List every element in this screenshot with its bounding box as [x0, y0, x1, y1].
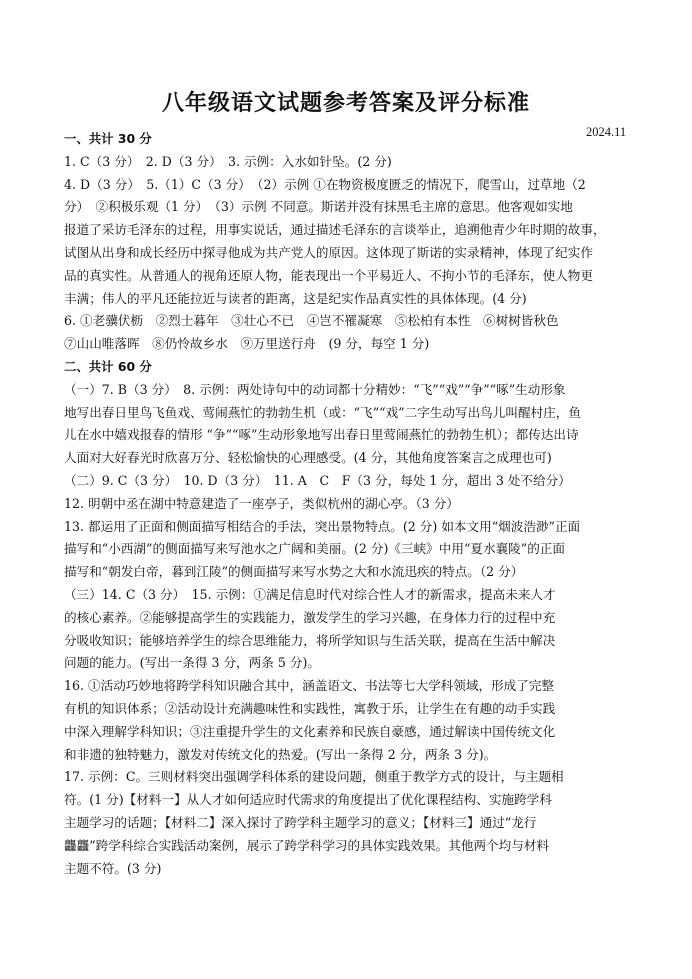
text-line: 问题的能力。(写出一条得 3 分，两条 5 分)。: [64, 655, 320, 671]
answer-body: [64, 128, 624, 880]
text-line: 1. C（3 分） 2. D（3 分） 3. 示例：入水如针坠。(2 分): [64, 153, 392, 169]
text-line: 6. ①老骥伏枥 ②烈士暮年 ③壮心不已 ④岂不罹凝寒 ⑤松柏有本性 ⑥树树皆秋色: [64, 313, 559, 329]
text-line: 描写和“朝发白帝，暮到江陵”的侧面描写来写水势之大和水流迅疾的特点。（2 分）: [64, 564, 524, 580]
text-line: 12. 明朝中丞在湖中特意建造了一座亭子，类似杭州的湖心亭。（3 分）: [64, 495, 459, 511]
text-line: 试图从出身和成长经历中探寻他成为共产党人的原因。这体现了斯诺的实录精神，体现了纪实作: [64, 244, 593, 260]
text-line: 17. 示例：C。三则材料突出强调学科体系的建设问题，侧重于教学方式的设计，与主题相: [64, 769, 564, 785]
document-title: 八年级语文试题参考答案及评分标准: [161, 91, 530, 116]
text-line: 和非遗的独特魅力，激发对传统文化的热爱。(写出一条得 2 分，两条 3 分)。: [64, 746, 497, 762]
text-line: ⑦山山唯落晖 ⑧仍怜故乡水 ⑨万里送行舟 (9 分，每空 1 分): [64, 336, 430, 352]
text-line: 人面对大好春光时欣喜万分、轻松愉快的心理感受。(4 分，其他角度答案言之成理也可): [64, 450, 552, 466]
text-line: 中深入理解学科知识；③注重提升学生的文化素养和民族自豪感，通过解读中国传统文化: [64, 723, 556, 739]
text-line: 主题不符。(3 分): [64, 860, 162, 876]
text-line: 描写和“小西湖”的侧面描写来写池水之广阔和美丽。(2 分)《三峡》中用“夏水襄陵”的正面: [64, 541, 565, 557]
text-line: 有机的知识体系；②活动设计充满趣味性和实践性，寓教于乐，让学生在有趣的动手实践: [64, 700, 556, 716]
text-line: 报道了采访毛泽东的过程，用事实说话，通过描述毛泽东的言谈举止，追溯他青少年时期的故事，: [64, 222, 606, 238]
text-line: 符。(1 分)【材料一】从人才如何适应时代需求的角度提出了优化课程结构、实施跨学科: [64, 792, 552, 808]
text-line: 龘龘”跨学科综合实践活动案例，展示了跨学科学习的具体实践效果。其他两个均与材料: [64, 837, 550, 853]
section-heading: 一、共计 30 分: [64, 131, 152, 146]
text-line: 4. D（3 分） 5.（1）C（3 分） （2）示例 ①在物资极度匮乏的情况下，爬雪山，过草地（2: [64, 176, 586, 192]
text-line: 分吸收知识；能够培养学生的综合思维能力，将所学知识与生活关联，提高在生活中解决: [64, 632, 556, 648]
text-line: （二）9. C（3 分） 10. D（3 分） 11. A C F（3 分，每处 1 分，超出 3 处不给分）: [64, 472, 571, 488]
document-date: 2024.11: [586, 125, 627, 139]
text-line: 分） ②积极乐观（1 分） （3）示例 不同意。斯诺并没有抹黑毛主席的意思。他客观如实地: [64, 199, 573, 215]
text-line: 13. 都运用了正面和侧面描写相结合的手法，突出景物特点。(2 分) 如本文用“烟波浩渺”正面: [64, 518, 581, 534]
text-line: 丰满；伟人的平凡还能拉近与读者的距离，这是纪实作品真实性的具体体现。(4 分): [64, 290, 527, 306]
text-line: （三）14. C（3 分） 15. 示例：①满足信息时代对综合性人才的新需求，提高未来人才: [64, 586, 556, 602]
text-line: （一）7. B（3 分） 8. 示例：两处诗句中的动词都十分精妙：“飞”“戏”“争”“啄”生动形象: [64, 381, 566, 397]
text-line: 地写出春日里鸟飞鱼戏、莺闹燕忙的勃勃生机（或：“飞”“戏”二字生动写出鸟儿叫醒村庄，鱼: [64, 404, 581, 420]
section-heading: 二、共计 60 分: [64, 358, 152, 374]
text-line: 主题学习的话题；【材料二】深入探讨了跨学科主题学习的意义；【材料三】通过“龙行: [64, 814, 537, 830]
text-line: 的核心素养。②能够提高学生的实践能力，激发学生的学习兴趣，在身体力行的过程中充: [64, 609, 556, 625]
text-line: 儿在水中嬉戏报春的情形 “争”“啄”生动形象地写出春日里莺闹燕忙的勃勃生机）；都传达出诗: [64, 427, 579, 443]
text-line: 16. ①活动巧妙地将跨学科知识融合其中，涵盖语文、书法等七大学科领域，形成了完整: [64, 678, 555, 694]
text-line: 品的真实性。从普通人的视角还原人物，能表现出一个平易近人、不拘小节的毛泽东，使人物更: [64, 267, 593, 283]
